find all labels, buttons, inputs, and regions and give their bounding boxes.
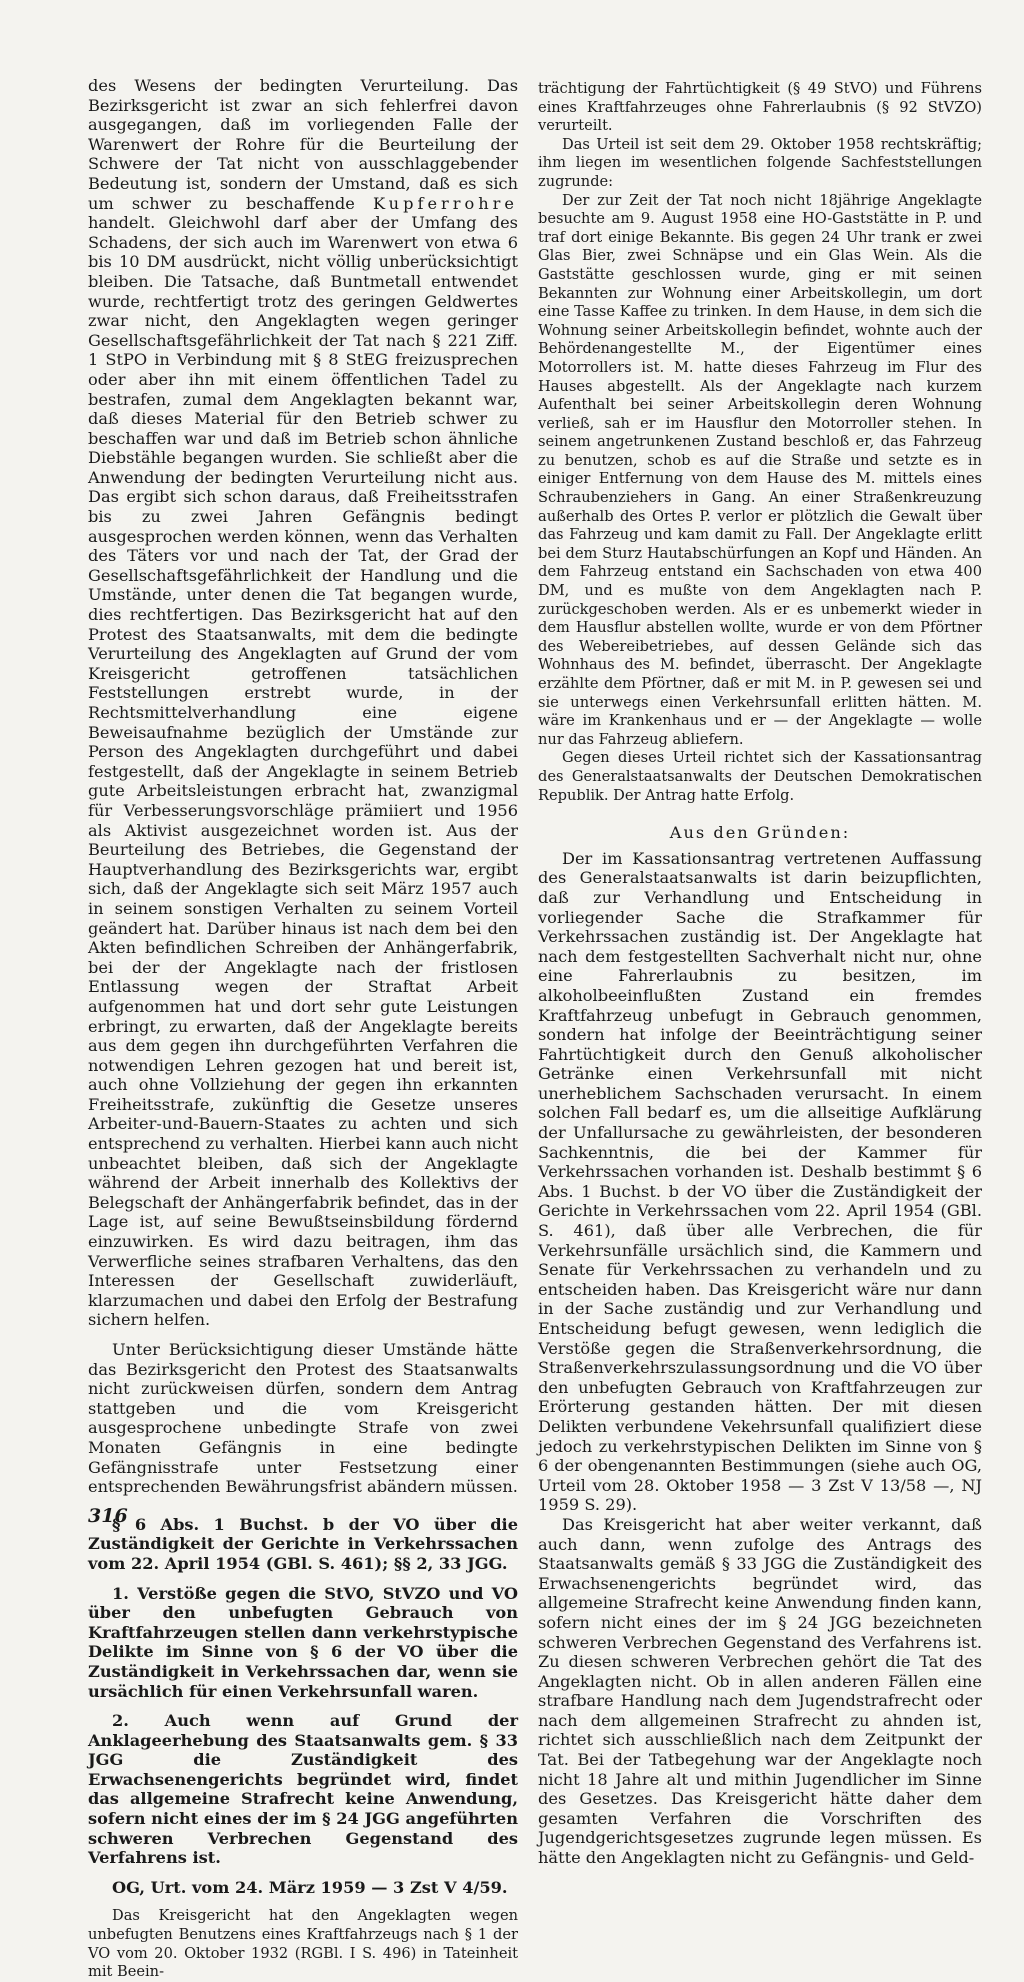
left-column — [88, 76, 518, 1982]
headnote-1: 1. Verstöße gegen die StVO, StVZO und VO über den unbefugten Gebrauch von Kraftfahrzeugen stellen dann verkehrstypische Delikte im Sinne von § 6 der VO über die Zuständigkeit in Verkehrssachen dar, wenn sie ursächlich für einen Verkehrsunfall waren. — [88, 1583, 518, 1701]
legal-heading: § 6 Abs. 1 Buchst. b der VO über die Zuständigkeit der Gerichte in Verkehrssachen vom 22. April 1954 (GBl. S. 461); §§ 2, 33 JGG. — [88, 1514, 518, 1573]
paragraph: des Wesens der bedingten Verurteilung. Das Bezirksgericht ist zwar an sich fehlerfrei davon ausgegangen, daß im vorliegenden Falle der Warenwert der Rohre für die Beurteilung der Schwere der Tat nicht von ausschlaggebender Bedeutung ist, sondern der Umstand, daß es sich um schwer zu beschaffende Kupferrohre handelt. Gleichwohl darf aber der Umfang des Schadens, der sich auch im Warenwert von etwa 6 bis 10 DM ausdrückt, nicht völlig unberücksichtigt bleiben. Die Tatsache, daß Buntmetall entwendet wurde, rechtfertigt trotz des geringen Geldwertes zwar nicht, den Angeklagten wegen geringer Gesellschaftsgefährlichkeit der Tat nach § 221 Ziff. 1 StPO in Verbindung mit § 8 StEG freizusprechen oder aber ihn mit einem öffentlichen Tadel zu bestrafen, zumal dem Angeklagten bekannt war, daß dieses Material für den Betrieb schwer zu beschaffen war und daß im Betrieb schon ähnliche Diebstähle begangen wurden. Sie schließt aber die Anwendung der bedingten Verurteilung nicht aus. Das ergibt sich schon daraus, daß Freiheitsstrafen bis zu zwei Jahren Gefängnis bedingt ausgesprochen werden können, wenn das Verhalten des Täters vor und nach der Tat, der Grad der Gesellschaftsgefährlichkeit der Handlung und die Umstände, unter denen die Tat begangen wurde, dies rechtfertigen. Das Bezirksgericht hat auf den Protest des Staatsanwalts, mit dem die bedingte Verurteilung des Angeklagten auf Grund der vom Kreisgericht getroffenen tatsächlichen Feststellungen erstrebt wurde, in der Rechtsmittelverhandlung eine eigene Beweisaufnahme bezüglich der Umstände zur Person des Angeklagten durchgeführt und dabei festgestellt, daß der Angeklagte in seinem Betrieb gute Arbeitsleistungen erbracht hat, zwanzigmal für Verbesserungsvorschläge prämiiert und 1956 als Aktivist ausgezeichnet worden ist. Aus der Beurteilung des Betriebes, die Gegenstand der Hauptverhandlung des Bezirksgerichts war, ergibt sich, daß der Angeklagte sich seit März 1957 auch in seinem sonstigen Verhalten zu seinem Vorteil geändert hat. Darüber hinaus ist nach dem bei den Akten befindlichen Schreiben der Anhängerfabrik, bei der der Angeklagte nach der fristlosen Entlassung wegen der Straftat Arbeit aufgenommen hat und dort sehr gute Leistungen erbringt, zu erwarten, daß der Angeklagte bereits aus dem gegen ihn durchgeführten Verfahren die notwendigen Lehren gezogen hat und bereit ist, auch ohne Vollziehung der gegen ihn erkannten Freiheitsstrafe, zukünftig die Gesetze unseres Arbeiter-und-Bauern-Staates zu achten und sich entsprechend zu verhalten. Hierbei kann auch nicht unbeachtet bleiben, daß sich der Angeklagte während der Arbeit innerhalb des Kollektivs der Belegschaft der Anhängerfabrik befindet, das in der Lage ist, auf seine Bewußtseinsbildung fördernd einzuwirken. Es wird dazu beitragen, ihm das Verwerfliche seines strafbaren Verhaltens, das den Interessen der Gesellschaft zuwiderläuft, klarzumachen und dabei den Erfolg der Bestrafung sichern helfen. — [88, 76, 518, 1330]
section-heading: Aus den Gründen: — [669, 823, 851, 843]
page-number: 316 — [88, 1505, 128, 1527]
facts-paragraph: Das Kreisgericht hat den Angeklagten wegen unbefugten Benutzens eines Kraftfahrzeugs nach § 1 der VO vom 20. Oktober 1932 (RGBl. I S. 496) in Tateinheit mit Beein- — [88, 1907, 518, 1981]
paragraph: Der zur Zeit der Tat noch nicht 18jährige Angeklagte besuchte am 9. August 1958 eine HO-Gaststätte in P. und traf dort einige Bekannte. Bis gegen 24 Uhr trank er zwei Glas Bier, zwei Schnäpse und ein Glas Wein. Als die Gaststätte geschlossen wurde, ging er mit seinen Bekannten zur Wohnung einer Arbeitskollegin, um dort eine Tasse Kaffee zu trinken. In dem Hause, in dem sich die Wohnung seiner Arbeitskollegin befindet, wohnte auch der Behördenangestellte M., der Eigentümer eines Motorrollers ist. M. hatte dieses Fahrzeug im Flur des Hauses abgestellt. Als der Angeklagte nach kurzem Aufenthalt bei seiner Arbeitskollegin deren Wohnung verließ, sah er im Hausflur den Motorroller stehen. In seinem angetrunkenen Zustand beschloß er, das Fahrzeug zu benutzen, schob es auf die Straße und setzte es in einiger Entfernung von dem Hause des M. mittels eines Schraubenziehers in Gang. An einer Straßenkreuzung außerhalb des Ortes P. verlor er plötzlich die Gewalt über das Fahrzeug und kam damit zu Fall. Der Angeklagte erlitt bei dem Sturz Hautabschürfungen an Kopf und Händen. An dem Fahrzeug entstand ein Sachschaden von etwa 400 DM, und es mußte von dem Angeklagten nach P. zurückgeschoben werden. Als er es unbemerkt wieder in dem Hausflur abstellen wollte, wurde er von dem Pförtner des Webereibetriebes, auf dessen Gelände sich das Wohnhaus des M. befindet, überrascht. Der Angeklagte erzählte dem Pförtner, daß er mit M. in P. gewesen sei und sie unterwegs einen Verkehrsunfall erlitten hätten. M. wäre im Krankenhaus und er — der Angeklagte — wolle nur das Fahrzeug abliefern. — [538, 191, 982, 748]
paragraph: trächtigung der Fahrtüchtigkeit (§ 49 StVO) und Führens eines Kraftfahrzeuges ohne Fahrerlaubnis (§ 92 StVZO) verurteilt. — [538, 80, 982, 135]
right-column — [538, 80, 982, 1868]
headnote-2: 2. Auch wenn auf Grund der Anklageerhebung des Staatsanwalts gem. § 33 JGG die Zuständigkeit des Erwachsenengerichts begründet wird, findet das allgemeine Strafrecht keine Anwendung, sofern nicht eines der im § 24 JGG angeführten schweren Verbrechen Gegenstand des Verfahrens ist. — [88, 1711, 518, 1868]
paragraph: Der im Kassationsantrag vertretenen Auffassung des Generalstaatsanwalts ist darin beizupflichten, daß zur Verhandlung und Entscheidung in vorliegender Sache die Strafkammer für Verkehrssachen zuständig ist. Der Angeklagte hat nach dem festgestellten Sachverhalt nicht nur, ohne eine Fahrerlaubnis zu besitzen, im alkoholbeeinflußten Zustand ein fremdes Kraftfahrzeug unbefugt in Gebrauch genommen, sondern hat infolge der Beeinträchtigung seiner Fahrtüchtigkeit durch den Genuß alkoholischer Getränke einen Verkehrsunfall mit nicht unerheblichem Sachschaden verursacht. In einem solchen Fall bedarf es, um die allseitige Aufklärung der Unfallursache zu gewährleisten, der besonderen Sachkenntnis, die bei der Kammer für Verkehrssachen vorhanden ist. Deshalb bestimmt § 6 Abs. 1 Buchst. b der VO über die Zuständigkeit der Gerichte in Verkehrssachen vom 22. April 1954 (GBl. S. 461), daß über alle Verbrechen, die für Verkehrsunfälle ursächlich sind, die Kammern und Senate für Verkehrssachen zu verhandeln und zu entscheiden haben. Das Kreisgericht wäre nur dann in der Sache zuständig und zur Verhandlung und Entscheidung befugt gewesen, wenn lediglich die Verstöße gegen die Straßenverkehrsordnung, die Straßenverkehrszulassungsordnung und die VO über den unbefugten Gebrauch von Kraftfahrzeugen zur Erörterung gestanden hätten. Der mit diesen Delikten verbundene Vekehrsunfall qualifiziert diese jedoch zu verkehrstypischen Delikten im Sinne von § 6 der obengenannten Bestimmungen (siehe auch OG, Urteil vom 28. Oktober 1958 — 3 Zst V 13/58 —, NJ 1959 S. 29). — [538, 848, 982, 1515]
court-citation: OG, Urt. vom 24. März 1959 — 3 Zst V 4/59. — [112, 1877, 508, 1897]
paragraph: Das Urteil ist seit dem 29. Oktober 1958 rechtskräftig; ihm liegen im wesentlichen folgende Sachfeststellungen zugrunde: — [538, 135, 982, 190]
paragraph: Unter Berücksichtigung dieser Umstände hätte das Bezirksgericht den Protest des Staatsanwalts nicht zurückweisen dürfen, sondern dem Antrag stattgeben und die vom Kreisgericht ausgesprochene unbedingte Strafe von zwei Monaten Gefängnis in eine bedingte Gefängnisstrafe unter Festsetzung einer entsprechenden Bewährungsfrist abändern müssen. — [88, 1340, 518, 1497]
paragraph: Gegen dieses Urteil richtet sich der Kassationsantrag des Generalstaatsanwalts der Deutschen Demokratischen Republik. Der Antrag hatte Erfolg. — [538, 749, 982, 804]
paragraph: Das Kreisgericht hat aber weiter verkannt, daß auch dann, wenn zufolge des Antrags des Staatsanwalts gemäß § 33 JGG die Zuständigkeit des Erwachsenengerichts begründet wird, das allgemeine Strafrecht keine Anwendung finden kann, sofern nicht eines der im § 24 JGG bezeichneten schweren Verbrechen Gegenstand des Verfahrens ist. Zu diesen schweren Verbrechen gehört die Tat des Angeklagten nicht. Ob in allen anderen Fällen eine strafbare Handlung nach dem Jugendstrafrecht oder nach dem allgemeinen Strafrecht zu ahnden ist, richtet sich ausschließlich nach dem Zeitpunkt der Tat. Bei der Tatbegehung war der Angeklagte noch nicht 18 Jahre alt und mithin Jugendlicher im Sinne des Gesetzes. Das Kreisgericht hätte daher dem gesamten Verfahren die Vorschriften des Jugendgerichtsgesetzes zugrunde legen müssen. Es hätte den Angeklagten nicht zu Gefängnis- und Geld- — [538, 1514, 982, 1868]
emphasis: Kupferrohre — [372, 193, 518, 213]
